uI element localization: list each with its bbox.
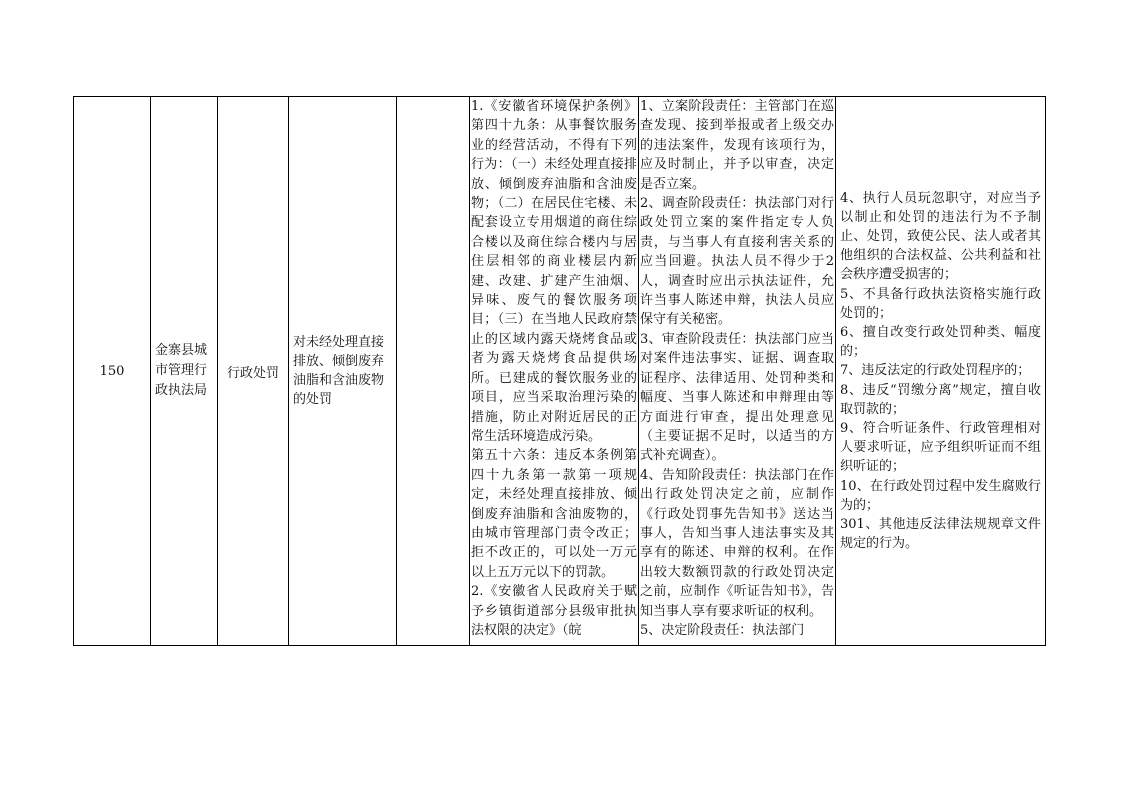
responsibility-paragraph-5: 5、决定阶段责任：执法部门: [640, 622, 805, 638]
basis-paragraph-3: 2.《安徽省人民政府关于赋予乡镇街道部分县级审批执法权限的决定》（皖: [471, 584, 637, 638]
basis-paragraph-1: 1.《安徽省环境保护条例》第四十九条：从事餐饮服务业的经营活动，不得有下列行为：（一）未经处理直接排放、倾倒废弃油脂和含油废物；（二）在居民住宅楼、未配套设立专用烟道的商住综合楼以及商住综合楼内与居住层相邻的商业楼层内新建、改建、扩建产生油烟、异味、废气的餐饮服务项目；（三）在当地人民政府禁止的区域内露天烧烤食品或者为露天烧烤食品提供场所。已建成的餐饮服务业的项目，应当采取治理污染的措施，防止对附近居民的正常生活环境造成污染。: [471, 99, 637, 444]
accountability-line-4: 7、违反法定的行政处罚程序的；: [840, 363, 1031, 379]
power-list-table: [73, 96, 1046, 646]
accountability-line-6: 9、符合听证条件、行政管理相对人要求听证，应予组织听证而不组织听证的；: [840, 421, 1041, 475]
accountability-line-7: 10、在行政处罚过程中发生腐败行为的；: [840, 478, 1041, 513]
responsibility-paragraph-3: 3、审查阶段责任：执法部门应当对案件违法事实、证据、调查取证程序、法律适用、处罚种类和幅度、当事人陈述和申辩理由等方面进行审查，提出处理意见（主要证据不足时，以适当的方式补充调查）。: [640, 331, 834, 464]
kind-cell: 行政处罚: [218, 97, 289, 646]
seq-cell: 150: [74, 97, 151, 646]
responsibility-paragraph-2: 2、调查阶段责任：执法部门对行政处罚立案的案件指定专人负责，与当事人有直接利害关系的应当回避。执法人员不得少于2人，调查时应出示执法证件，允许当事人陈述申辩，执法人员应保守有关秘密。: [640, 196, 834, 328]
basis-cell: [470, 97, 639, 646]
accountability-line-1: 4、执行人员玩忽职守，对应当予以制止和处罚的违法行为不予制止、处罚，致使公民、法人或者其他组织的合法权益、公共利益和社会秩序遭受损害的；: [840, 190, 1041, 283]
accountability-line-3: 6、擅自改变行政处罚种类、幅度的；: [840, 324, 1041, 360]
responsibility-paragraph-1: 1、立案阶段责任：主管部门在巡查发现、接到举报或者上级交办的违法案件，发现有该项行为，应及时制止，并予以审查，决定是否立案。: [640, 99, 834, 192]
accountability-line-5: 8、违反“罚缴分离”规定，擅自收取罚款的；: [840, 382, 1041, 417]
accountability-cell: [836, 97, 1046, 646]
dept-cell: 金寨县城市管理行政执法局: [151, 97, 218, 646]
basis-paragraph-2: 第五十六条：违反本条例第四十九条第一款第一项规定，未经处理直接排放、倾倒废弃油脂和含油废物的，由城市管理部门责令改正；拒不改正的，可以处一万元以上五万元以下的罚款。: [471, 448, 637, 580]
empty-cell: [397, 97, 470, 646]
responsibility-paragraph-4: 4、告知阶段责任：执法部门在作出行政处罚决定之前，应制作《行政处罚事先告知书》送达当事人，告知当事人违法事实及其享有的陈述、申辩的权利。在作出较大数额罚款的行政处罚决定之前，应制作《听证告知书》，告知当事人享有要求听证的权利。: [640, 467, 834, 619]
table-row: [74, 97, 1046, 646]
responsibility-cell: [639, 97, 836, 646]
accountability-line-8: 301、其他违反法律法规规章文件规定的行为。: [840, 517, 1041, 552]
item-cell: 对未经处理直接排放、倾倒废弃油脂和含油废物的处罚: [289, 97, 397, 646]
accountability-line-2: 5、不具备行政执法资格实施行政处罚的；: [840, 286, 1041, 321]
